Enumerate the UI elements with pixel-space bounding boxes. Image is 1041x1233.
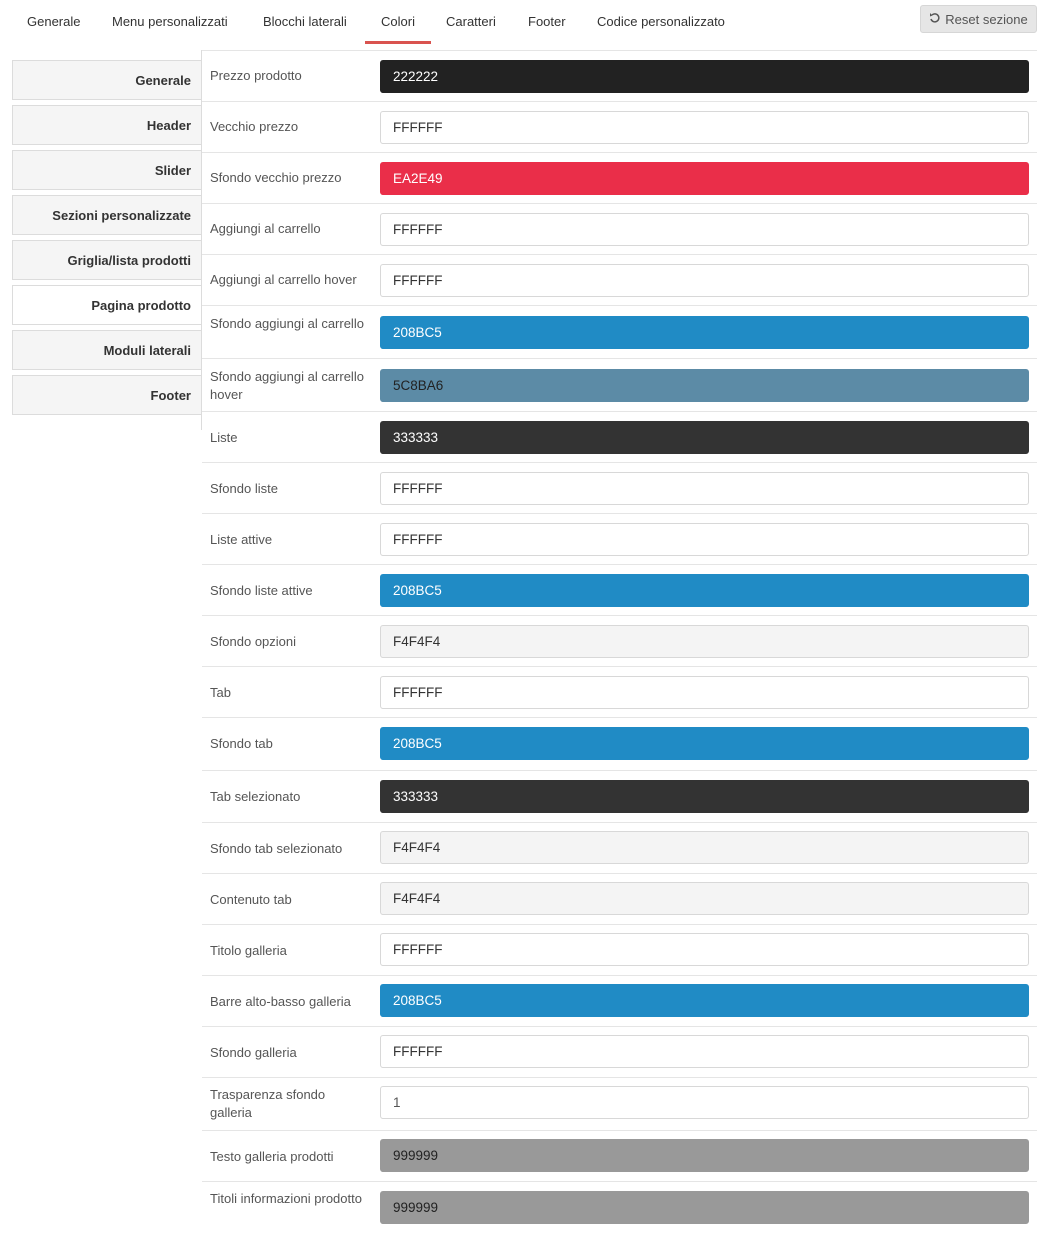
tab-footer[interactable]: Footer — [528, 14, 566, 29]
color-input[interactable]: FFFFFF — [380, 1035, 1029, 1068]
color-input[interactable]: 999999 — [380, 1191, 1029, 1224]
field-label: Aggiungi al carrello hover — [210, 272, 357, 287]
field-label: Barre alto-basso galleria — [210, 994, 351, 1009]
field-label: Sfondo aggiungi al carrello — [210, 316, 364, 331]
field-label: Sfondo tab selezionato — [210, 841, 343, 856]
tab-menu-personalizzati[interactable]: Menu personalizzati — [112, 14, 228, 29]
sidebar-item-generale[interactable]: Generale — [12, 60, 202, 100]
color-input[interactable]: 208BC5 — [380, 984, 1029, 1017]
field-label: Sfondo vecchio prezzo — [210, 170, 342, 185]
color-input[interactable]: FFFFFF — [380, 213, 1029, 246]
field-label: Sfondo opzioni — [210, 634, 297, 649]
field-label: Aggiungi al carrello — [210, 221, 321, 236]
color-input[interactable]: 333333 — [380, 780, 1029, 813]
tab-caratteri[interactable]: Caratteri — [446, 14, 496, 29]
color-input[interactable]: 333333 — [380, 421, 1029, 454]
field-label: Tab selezionato — [210, 789, 301, 804]
color-input[interactable]: 222222 — [380, 60, 1029, 93]
sidebar-item-griglia-lista-prodotti[interactable]: Griglia/lista prodotti — [12, 240, 202, 280]
color-input[interactable]: F4F4F4 — [380, 831, 1029, 864]
color-input[interactable]: 999999 — [380, 1139, 1029, 1172]
color-input[interactable]: FFFFFF — [380, 472, 1029, 505]
color-input[interactable]: F4F4F4 — [380, 625, 1029, 658]
field-label: Liste attive — [210, 532, 273, 547]
number-input[interactable]: 1 — [380, 1086, 1029, 1119]
color-input[interactable]: FFFFFF — [380, 523, 1029, 556]
color-input[interactable]: FFFFFF — [380, 264, 1029, 297]
undo-icon — [929, 12, 941, 27]
color-input[interactable]: EA2E49 — [380, 162, 1029, 195]
sidebar-item-slider[interactable]: Slider — [12, 150, 202, 190]
tab-generale[interactable]: Generale — [27, 14, 81, 29]
color-input[interactable]: F4F4F4 — [380, 882, 1029, 915]
field-label: Testo galleria prodotti — [210, 1149, 334, 1164]
field-label: Vecchio prezzo — [210, 119, 299, 134]
field-label: Sfondo liste — [210, 481, 278, 496]
field-label: Liste — [210, 430, 238, 445]
color-input[interactable]: 208BC5 — [380, 574, 1029, 607]
field-label: Titolo galleria — [210, 943, 287, 958]
field-label: Contenuto tab — [210, 892, 292, 907]
field-label: Trasparenza sfondo galleria — [210, 1087, 326, 1120]
reset-section-label: Reset sezione — [945, 11, 1028, 27]
sidebar-item-moduli-laterali[interactable]: Moduli laterali — [12, 330, 202, 370]
sidebar-item-sezioni-personalizzate[interactable]: Sezioni personalizzate — [12, 195, 202, 235]
field-label: Prezzo prodotto — [210, 68, 302, 83]
field-label: Sfondo liste attive — [210, 583, 313, 598]
color-input[interactable]: FFFFFF — [380, 111, 1029, 144]
color-input[interactable]: 5C8BA6 — [380, 369, 1029, 402]
field-label: Titoli informazioni prodotto — [210, 1191, 362, 1206]
tab-codice-personalizzato[interactable]: Codice personalizzato — [597, 14, 725, 29]
active-tab-indicator — [365, 41, 431, 44]
tab-blocchi-laterali[interactable]: Blocchi laterali — [263, 14, 347, 29]
sidebar-item-header[interactable]: Header — [12, 105, 202, 145]
field-label: Sfondo aggiungi al carrello hover — [210, 369, 364, 402]
field-label: Sfondo tab — [210, 736, 273, 751]
reset-section-button[interactable] — [920, 5, 1037, 33]
top-tab-bar — [0, 0, 1041, 46]
color-input[interactable]: FFFFFF — [380, 676, 1029, 709]
sidebar-item-footer[interactable]: Footer — [12, 375, 202, 415]
color-input[interactable]: 208BC5 — [380, 727, 1029, 760]
field-label: Sfondo galleria — [210, 1045, 297, 1060]
field-label: Tab — [210, 685, 231, 700]
color-input[interactable]: FFFFFF — [380, 933, 1029, 966]
sidebar-item-pagina-prodotto[interactable]: Pagina prodotto — [12, 285, 202, 325]
color-input[interactable]: 208BC5 — [380, 316, 1029, 349]
tab-colori[interactable]: Colori — [381, 14, 415, 29]
